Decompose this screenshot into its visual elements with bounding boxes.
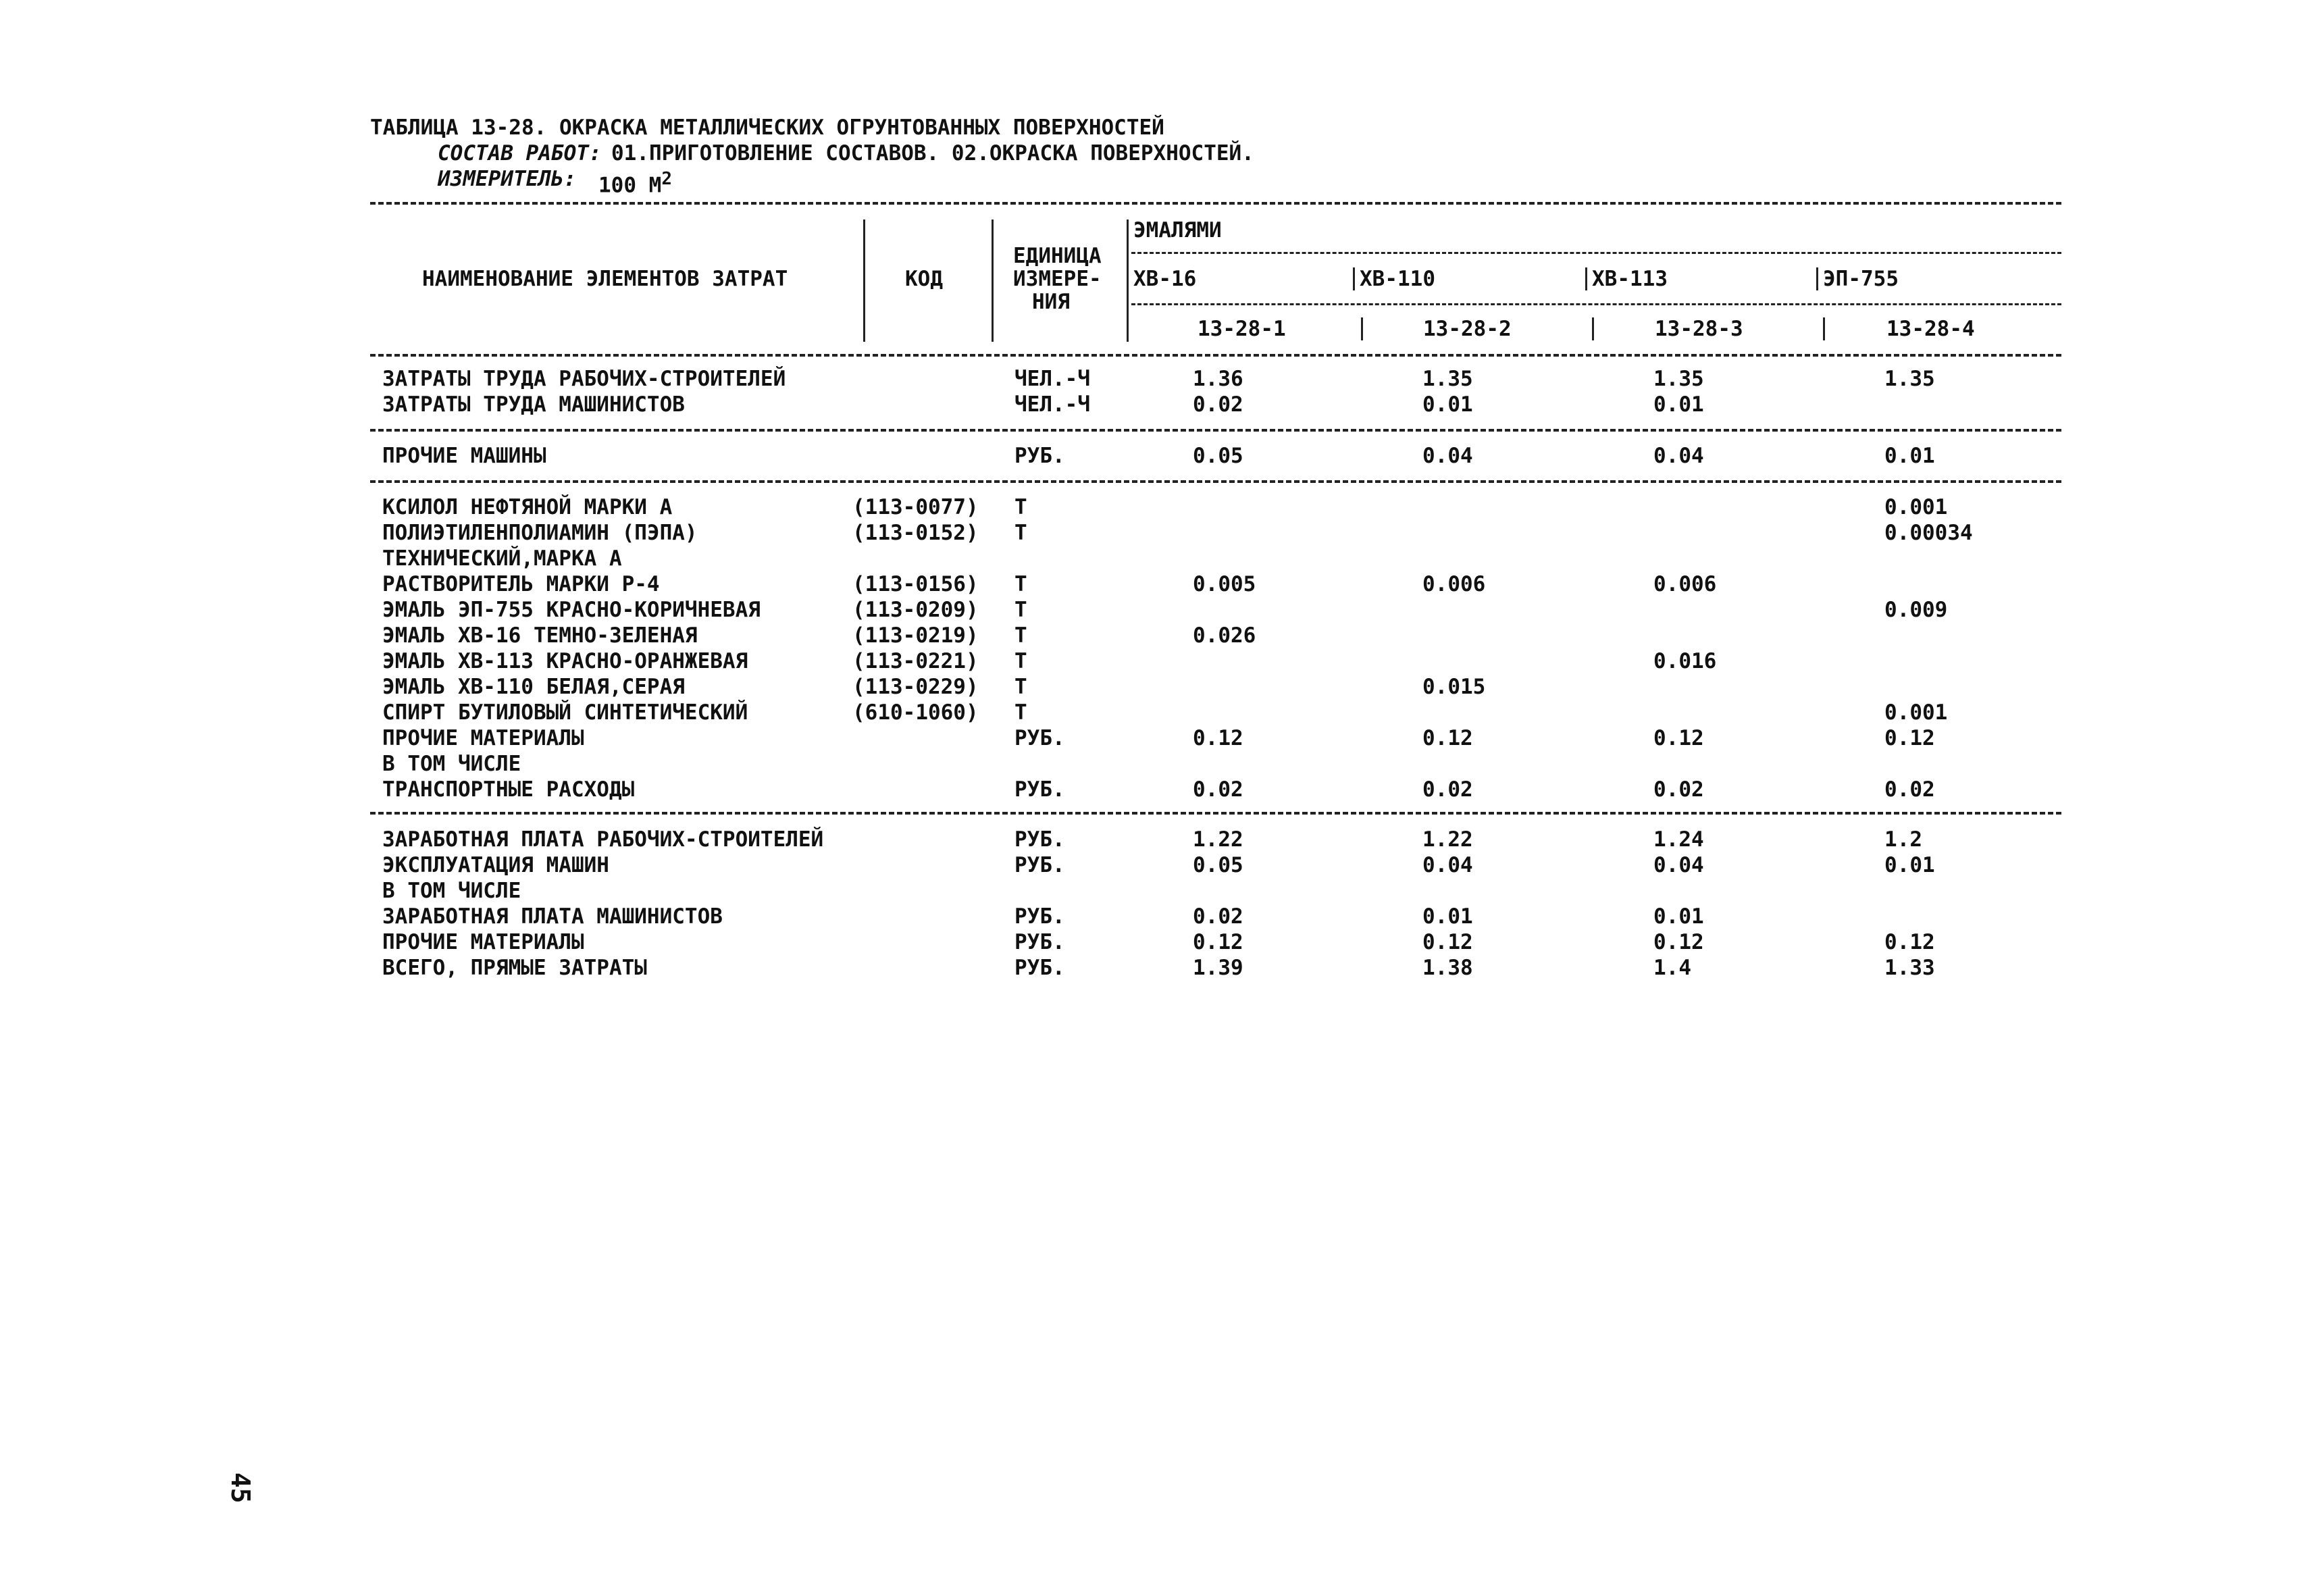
row-name: ПРОЧИЕ МАТЕРИАЛЫ — [382, 930, 584, 954]
row-value: 0.02 — [1422, 777, 1473, 802]
row-code: (113-0219) — [852, 623, 979, 648]
measure-superscript: 2 — [661, 169, 672, 189]
row-value: 0.006 — [1422, 572, 1486, 596]
row-value: 0.006 — [1653, 572, 1717, 596]
enamel-3: ХВ-113 — [1592, 267, 1668, 291]
row-value: 0.04 — [1653, 444, 1704, 468]
composition-text: 01.ПРИГОТОВЛЕНИЕ СОСТАВОВ. 02.ОКРАСКА ПОВЕРХНОСТЕЙ. — [611, 141, 1254, 165]
row-unit: Т — [1014, 675, 1027, 699]
row-value: 1.35 — [1884, 367, 1935, 391]
row-unit: Т — [1014, 598, 1027, 622]
rule-top — [370, 202, 2061, 205]
row-value: 0.02 — [1193, 904, 1243, 929]
measure-value — [598, 168, 672, 197]
vbar-enamel-4 — [1816, 267, 1818, 290]
row-name: ЗАТРАТЫ ТРУДА МАШИНИСТОВ — [382, 392, 685, 417]
row-value: 0.01 — [1653, 392, 1704, 417]
row-value: 0.12 — [1422, 726, 1473, 750]
row-name: ЭКСПЛУАТАЦИЯ МАШИН — [382, 853, 609, 877]
composition-label: СОСТАВ РАБОТ: — [438, 141, 602, 165]
row-value: 1.4 — [1653, 956, 1691, 980]
row-unit: Т — [1014, 700, 1027, 725]
rule-group — [1131, 252, 2061, 254]
row-unit: РУБ. — [1014, 930, 1065, 954]
enamel-1: ХВ-16 — [1133, 267, 1197, 291]
row-value: 0.12 — [1422, 930, 1473, 954]
row-unit: Т — [1014, 572, 1027, 596]
row-value: 0.02 — [1884, 777, 1935, 802]
row-code: (113-0077) — [852, 495, 979, 519]
row-unit: РУБ. — [1014, 444, 1065, 468]
col-header-unit-2: ИЗМЕРЕ- — [1013, 267, 1102, 291]
row-name: В ТОМ ЧИСЛЕ — [382, 879, 521, 903]
row-value: 0.001 — [1884, 700, 1948, 725]
col-header-unit-1: ЕДИНИЦА — [1013, 244, 1102, 268]
row-value: 1.24 — [1653, 827, 1704, 852]
measure-label: ИЗМЕРИТЕЛЬ: — [438, 167, 577, 191]
row-value: 0.02 — [1653, 777, 1704, 802]
table-title: ТАБЛИЦА 13-28. ОКРАСКА МЕТАЛЛИЧЕСКИХ ОГРУНТОВАННЫХ ПОВЕРХНОСТЕЙ — [370, 115, 1164, 140]
row-value: 0.016 — [1653, 649, 1717, 673]
row-value: 1.39 — [1193, 956, 1243, 980]
row-value: 1.36 — [1193, 367, 1243, 391]
col-header-group: ЭМАЛЯМИ — [1133, 218, 1222, 242]
row-value: 0.05 — [1193, 853, 1243, 877]
row-name: ПОЛИЭТИЛЕНПОЛИАМИН (ПЭПА) — [382, 521, 698, 545]
row-value: 0.04 — [1653, 853, 1704, 877]
row-value: 0.12 — [1653, 726, 1704, 750]
row-value: 1.35 — [1653, 367, 1704, 391]
row-unit: Т — [1014, 521, 1027, 545]
vbar-enamel-3 — [1585, 267, 1587, 290]
enamel-2: ХВ-110 — [1360, 267, 1435, 291]
row-value: 0.015 — [1422, 675, 1486, 699]
row-unit: РУБ. — [1014, 956, 1065, 980]
row-name: ЭМАЛЬ ХВ-16 ТЕМНО-ЗЕЛЕНАЯ — [382, 623, 698, 648]
row-code: (113-0229) — [852, 675, 979, 699]
row-name: ЗАРАБОТНАЯ ПЛАТА МАШИНИСТОВ — [382, 904, 723, 929]
row-name: ТРАНСПОРТНЫЕ РАСХОДЫ — [382, 777, 635, 802]
row-unit: Т — [1014, 649, 1027, 673]
row-name: ЭМАЛЬ ЭП-755 КРАСНО-КОРИЧНЕВАЯ — [382, 598, 761, 622]
code-1: 13-28-1 — [1198, 317, 1286, 341]
rule-codes — [1131, 303, 2061, 305]
row-name: ВСЕГО, ПРЯМЫЕ ЗАТРАТЫ — [382, 956, 647, 980]
row-value: 1.22 — [1422, 827, 1473, 852]
rule-section-1 — [370, 429, 2061, 432]
row-name: ТЕХНИЧЕСКИЙ,МАРКА А — [382, 546, 622, 571]
row-value: 0.009 — [1884, 598, 1948, 622]
row-value: 0.12 — [1653, 930, 1704, 954]
code-4: 13-28-4 — [1886, 317, 1975, 341]
rule-section-3 — [370, 812, 2061, 815]
row-unit: РУБ. — [1014, 853, 1065, 877]
row-value: 0.05 — [1193, 444, 1243, 468]
row-name: ПРОЧИЕ МАШИНЫ — [382, 444, 546, 468]
row-value: 0.005 — [1193, 572, 1256, 596]
row-name: ЗАРАБОТНАЯ ПЛАТА РАБОЧИХ-СТРОИТЕЛЕЙ — [382, 827, 824, 852]
row-value: 1.2 — [1884, 827, 1922, 852]
row-value: 0.04 — [1422, 444, 1473, 468]
row-code: (113-0152) — [852, 521, 979, 545]
rule-section-2 — [370, 480, 2061, 483]
row-unit: ЧЕЛ.-Ч — [1014, 367, 1090, 391]
row-value: 1.35 — [1422, 367, 1473, 391]
row-value: 0.026 — [1193, 623, 1256, 648]
row-unit: РУБ. — [1014, 904, 1065, 929]
row-value: 0.01 — [1422, 904, 1473, 929]
row-value: 0.00034 — [1884, 521, 1973, 545]
row-name: КСИЛОЛ НЕФТЯНОЙ МАРКИ А — [382, 495, 673, 519]
row-value: 0.01 — [1422, 392, 1473, 417]
enamel-4: ЭП-755 — [1823, 267, 1899, 291]
row-name: ЗАТРАТЫ ТРУДА РАБОЧИХ-СТРОИТЕЛЕЙ — [382, 367, 786, 391]
col-header-code: КОД — [905, 267, 943, 291]
row-name: ЭМАЛЬ ХВ-110 БЕЛАЯ,СЕРАЯ — [382, 675, 685, 699]
col-header-name: НАИМЕНОВАНИЕ ЭЛЕМЕНТОВ ЗАТРАТ — [422, 267, 788, 291]
row-value: 0.04 — [1422, 853, 1473, 877]
row-value: 1.22 — [1193, 827, 1243, 852]
row-unit: ЧЕЛ.-Ч — [1014, 392, 1090, 417]
vbar-code-3 — [1592, 317, 1594, 340]
row-value: 0.02 — [1193, 777, 1243, 802]
row-code: (610-1060) — [852, 700, 979, 725]
code-2: 13-28-2 — [1423, 317, 1512, 341]
row-unit: РУБ. — [1014, 777, 1065, 802]
vbar-unit-group — [1127, 220, 1129, 342]
col-header-unit-3: НИЯ — [1032, 290, 1070, 314]
row-code: (113-0221) — [852, 649, 979, 673]
vbar-code-4 — [1823, 317, 1825, 340]
measure-text: 100 М — [598, 173, 662, 198]
row-name: ЭМАЛЬ ХВ-113 КРАСНО-ОРАНЖЕВАЯ — [382, 649, 748, 673]
row-value: 0.12 — [1884, 930, 1935, 954]
row-value: 1.33 — [1884, 956, 1935, 980]
row-value: 0.01 — [1884, 444, 1935, 468]
row-value: 0.02 — [1193, 392, 1243, 417]
row-code: (113-0156) — [852, 572, 979, 596]
row-value: 0.12 — [1193, 726, 1243, 750]
row-name: СПИРТ БУТИЛОВЫЙ СИНТЕТИЧЕСКИЙ — [382, 700, 748, 725]
row-value: 1.38 — [1422, 956, 1473, 980]
row-unit: Т — [1014, 623, 1027, 648]
vbar-name-code — [863, 220, 865, 342]
vbar-enamel-2 — [1353, 267, 1355, 290]
rule-header-bottom — [370, 354, 2061, 357]
row-name: ПРОЧИЕ МАТЕРИАЛЫ — [382, 726, 584, 750]
row-code: (113-0209) — [852, 598, 979, 622]
row-name: РАСТВОРИТЕЛЬ МАРКИ Р-4 — [382, 572, 660, 596]
row-value: 0.12 — [1884, 726, 1935, 750]
row-unit: Т — [1014, 495, 1027, 519]
row-value: 0.01 — [1884, 853, 1935, 877]
vbar-code-unit — [992, 220, 994, 342]
row-name: В ТОМ ЧИСЛЕ — [382, 752, 521, 776]
row-value: 0.001 — [1884, 495, 1948, 519]
row-unit: РУБ. — [1014, 827, 1065, 852]
row-value: 0.12 — [1193, 930, 1243, 954]
code-3: 13-28-3 — [1655, 317, 1743, 341]
row-value: 0.01 — [1653, 904, 1704, 929]
vbar-code-2 — [1361, 317, 1363, 340]
page-number: 45 — [226, 1472, 255, 1503]
row-unit: РУБ. — [1014, 726, 1065, 750]
